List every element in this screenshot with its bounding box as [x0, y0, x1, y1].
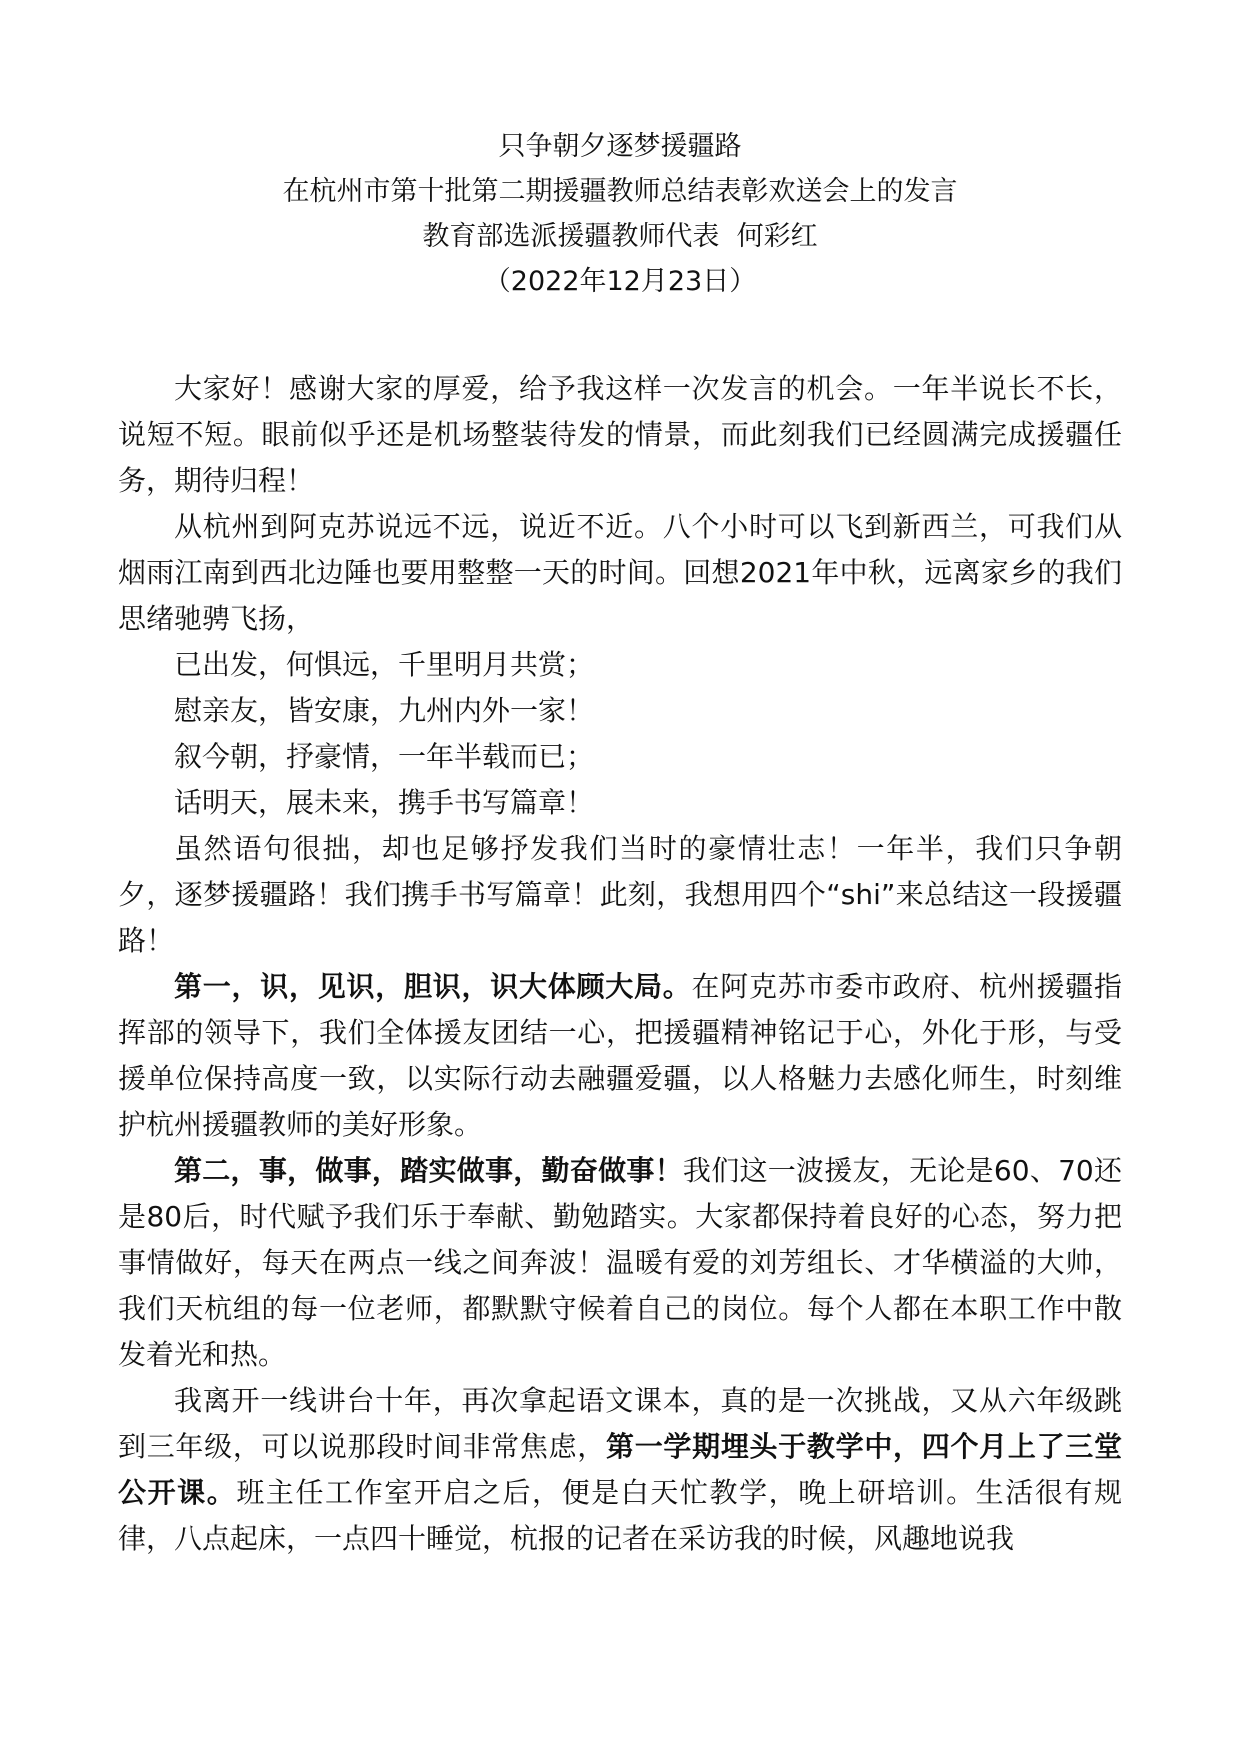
poem-line-1: 已出发，何惧远，千里明月共赏； [174, 648, 595, 681]
speech-header [118, 124, 1122, 304]
poem-line-4: 话明天，展未来，携手书写篇章！ [174, 786, 595, 819]
speech-date: （2022年12月23日） [483, 266, 757, 297]
paragraph-greeting: 大家好！感谢大家的厚爱，给予我这样一次发言的机会。一年半说长不长，说短不短。眼前似乎还是机场整装待发的情景，而此刻我们已经圆满完成援疆任务，期待归程！ [118, 372, 1122, 497]
teaching-text-start: 我离开一线讲台十年，再次拿起语文课本，真的是一次挑战，又从六年级跳到三年级，可以说那段时间非常焦虑， [118, 1384, 1122, 1463]
speech-subtitle: 在杭州市第十批第二期援疆教师总结表彰欢送会上的发言 [282, 176, 958, 207]
paragraph-journey: 从杭州到阿克苏说远不远，说近不近。八个小时可以飞到新西兰，可我们从烟雨江南到西北边陲也要用整整一天的时间。回想2021年中秋，远离家乡的我们思绪驰骋飞扬， [118, 510, 1122, 635]
poem-line-3: 叙今朝，抒豪情，一年半载而已； [174, 740, 595, 773]
paragraph-point-one [118, 964, 1122, 1148]
speaker-line: 教育部选派援疆教师代表 何彩红 [422, 221, 818, 252]
speech-body [118, 366, 1122, 1562]
paragraph-point-two [118, 1148, 1122, 1378]
speech-title: 只争朝夕逐梦援疆路 [498, 131, 742, 162]
paragraph-teaching [118, 1378, 1122, 1562]
teaching-text-rest: 班主任工作室开启之后，便是白天忙教学，晚上研培训。生活很有规律，八点起床，一点四十睡觉，杭报的记者在采访我的时候，风趣地说我 [118, 1476, 1122, 1555]
point-two-text: 我们这一波援友，无论是60、70还是80后，时代赋予我们乐于奉献、勤勉踏实。大家都保持着良好的心态，努力把事情做好，每天在两点一线之间奔波！温暖有爱的刘芳组长、才华横溢的大帅，我们天杭组的每一位老师，都默默守候着自己的岗位。每个人都在本职工作中散发着光和热。 [118, 1154, 1122, 1371]
point-two-heading: 第二，事，做事，踏实做事，勤奋做事！ [174, 1154, 683, 1187]
paragraph-summary-intro: 虽然语句很拙，却也足够抒发我们当时的豪情壮志！一年半，我们只争朝夕，逐梦援疆路！我们携手书写篇章！此刻，我想用四个“shi”来总结这一段援疆路！ [118, 832, 1122, 957]
point-one-text: 在阿克苏市委市政府、杭州援疆指挥部的领导下，我们全体援友团结一心，把援疆精神铭记于心，外化于形，与受援单位保持高度一致，以实际行动去融疆爱疆，以人格魅力去感化师生，时刻维护杭州援疆教师的美好形象。 [118, 970, 1122, 1141]
point-one-heading: 第一，识，见识，胆识，识大体顾大局。 [174, 970, 692, 1003]
poem-line-2: 慰亲友，皆安康，九州内外一家！ [174, 694, 595, 727]
teaching-highlight: 第一学期埋头于教学中，四个月上了三堂公开课。 [118, 1430, 1122, 1509]
